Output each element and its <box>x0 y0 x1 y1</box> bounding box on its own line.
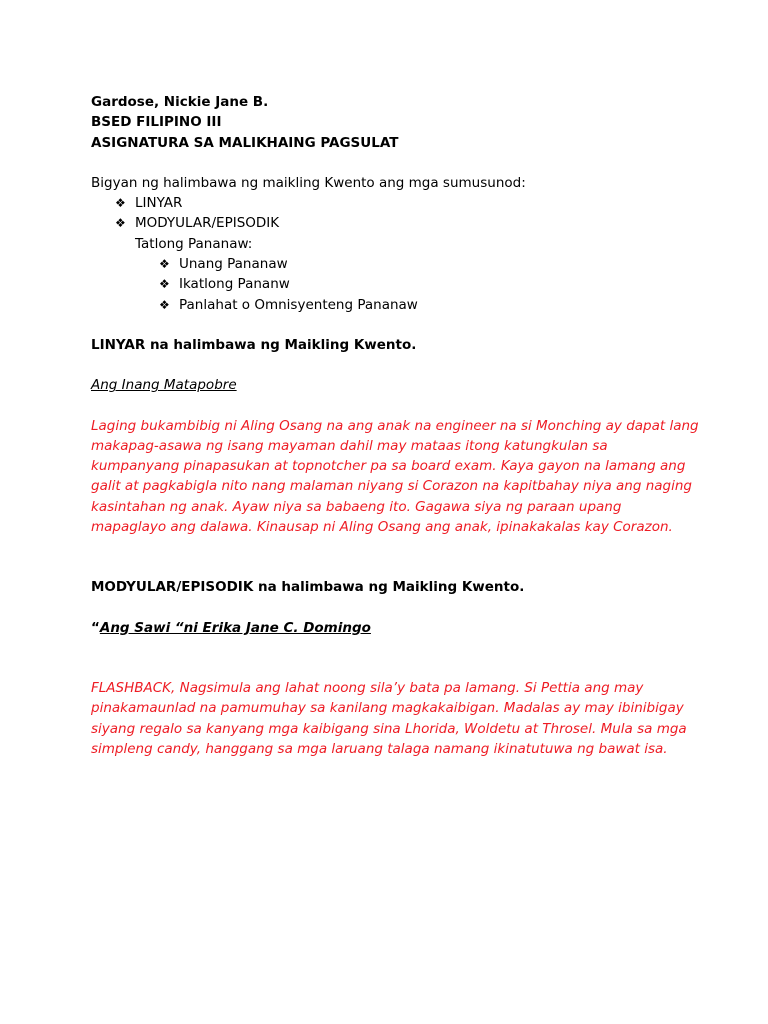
list-item-label: Ikatlong Pananw <box>179 276 290 293</box>
story-title: Ang Sawi “ni Erika Jane C. Domingo <box>99 619 371 636</box>
subject: ASIGNATURA SA MALIKHAING PAGSULAT <box>91 134 399 151</box>
story-title-wrap <box>91 618 728 638</box>
story-title: Ang Inang Matapobre <box>91 377 237 394</box>
instruction-prompt: Bigyan ng halimbawa ng maikling Kwento ang mga sumusunod: <box>91 174 526 191</box>
section-heading: MODYULAR/EPISODIK na halimbawa ng Maikling Kwento. <box>91 579 525 596</box>
open-quote: “ <box>91 619 100 636</box>
paragraph-line: galit at pagkabigla nito nang malaman niyang si Corazon na kapitbahay niya ang naging <box>91 478 692 495</box>
paragraph-line: FLASHBACK, Nagsimula ang lahat noong sila’y bata pa lamang. Si Pettia ang may <box>91 679 644 696</box>
list-item <box>91 193 728 213</box>
header-block <box>91 92 728 153</box>
list-item-label: Unang Pananaw <box>179 256 288 273</box>
paragraph-line: kumpanyang pinapasukan at topnotcher pa sa board exam. Kaya gayon na lamang ang <box>91 458 686 475</box>
list-item-label: MODYULAR/EPISODIK <box>135 215 280 232</box>
paragraph-line: mapaglayo ang dalawa. Kinausap ni Aling Osang ang anak, ipinakakalas kay Corazon. <box>91 519 673 536</box>
paragraph-line: Laging bukambibig ni Aling Osang na ang anak na engineer na si Monching ay dapat lang <box>91 417 699 434</box>
paragraph-line: kasintahan ng anak. Ayaw niya sa babaeng ito. Gagawa siya ng paraan upang <box>91 498 622 515</box>
paragraph-line: simpleng candy, hanggang sa mga laruang talaga namang ikinatutuwa ng bawat isa. <box>91 740 668 757</box>
bullet-diamond-icon: ❖ <box>115 216 126 231</box>
instructions-block <box>91 173 728 315</box>
linyar-section <box>91 335 728 537</box>
list-item <box>91 254 728 274</box>
story-title-wrap <box>91 375 728 395</box>
list-item <box>91 274 728 294</box>
bullet-diamond-icon: ❖ <box>159 277 170 292</box>
course: BSED FILIPINO III <box>91 114 222 131</box>
bullet-diamond-icon: ❖ <box>159 297 170 312</box>
bullet-diamond-icon: ❖ <box>115 196 126 211</box>
section-heading: LINYAR na halimbawa ng Maikling Kwento. <box>91 336 417 353</box>
modyular-section <box>91 577 728 759</box>
bullet-diamond-icon: ❖ <box>159 257 170 272</box>
story-paragraph <box>91 678 728 759</box>
list-item <box>91 213 728 233</box>
student-name: Gardose, Nickie Jane B. <box>91 94 269 110</box>
list-item-label: LINYAR <box>135 195 183 212</box>
perspective-list <box>91 254 728 315</box>
list-item-label: Panlahat o Omnisyenteng Pananaw <box>179 296 418 313</box>
paragraph-line: makapag-asawa ng isang mayaman dahil may mataas itong katungkulan sa <box>91 437 608 454</box>
list-item <box>91 295 728 315</box>
sub-heading: Tatlong Pananaw: <box>135 235 253 252</box>
paragraph-line: pinakamaunlad na pamumuhay sa kanilang magkakaibigan. Madalas ay may ibinibigay <box>91 700 684 717</box>
paragraph-line: siyang regalo sa kanyang mga kaibigang sina Lhorida, Woldetu at Throsel. Mula sa mga <box>91 720 687 737</box>
type-list <box>91 193 728 234</box>
story-paragraph <box>91 416 728 538</box>
